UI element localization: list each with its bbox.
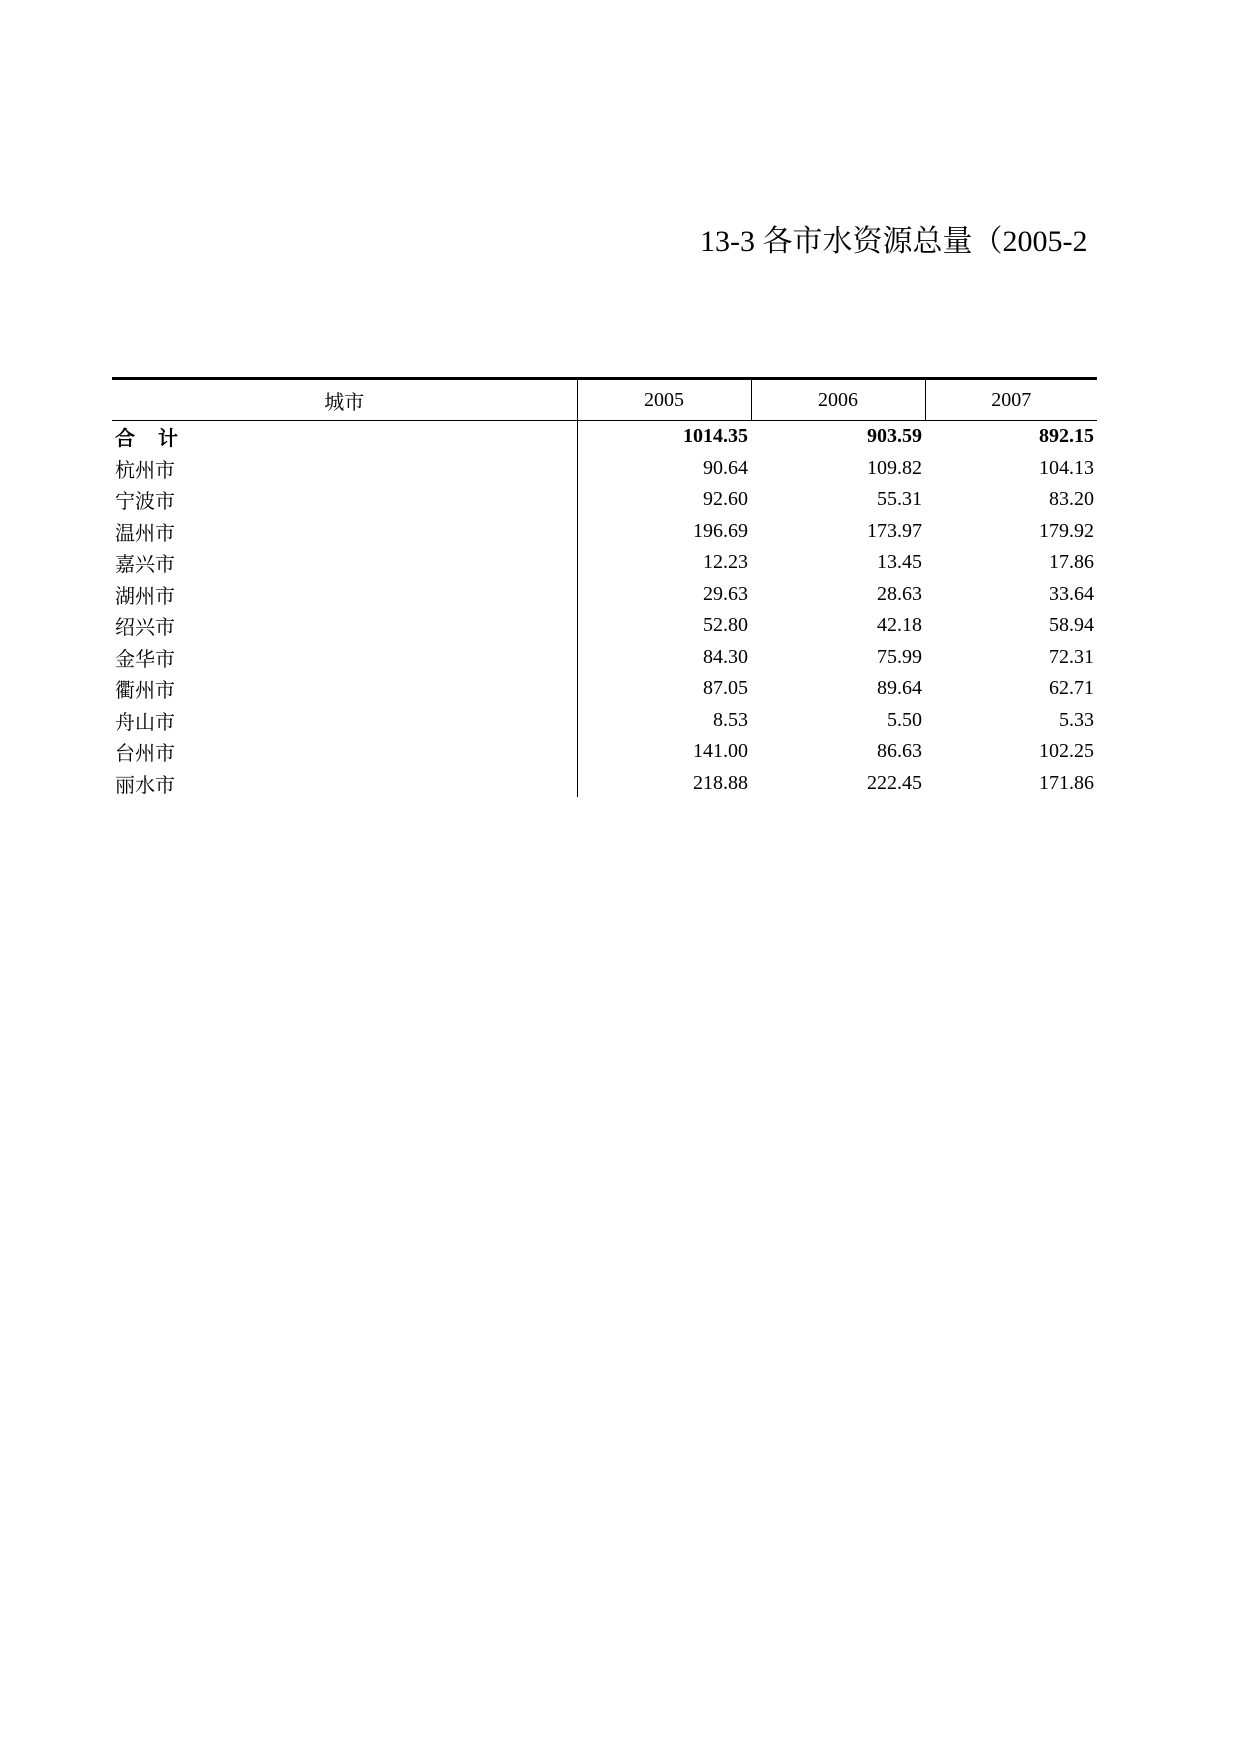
column-header-2006: 2006 <box>751 379 925 421</box>
city-name: 杭州市 <box>112 453 577 485</box>
city-name: 金华市 <box>112 642 577 674</box>
table-row <box>112 610 1097 642</box>
table-container <box>112 377 1097 797</box>
table-row <box>112 579 1097 611</box>
value-2006: 42.18 <box>877 614 922 637</box>
value-2005: 141.00 <box>693 740 748 763</box>
column-header-city: 城市 <box>112 379 577 421</box>
table-row <box>112 516 1097 548</box>
value-2005: 90.64 <box>703 456 748 479</box>
table-row <box>112 705 1097 737</box>
table-row <box>112 736 1097 768</box>
value-2007: 58.94 <box>1049 614 1094 637</box>
value-2006: 28.63 <box>877 582 922 605</box>
city-name: 衢州市 <box>112 673 577 705</box>
value-2006: 75.99 <box>877 645 922 668</box>
value-2005: 87.05 <box>703 677 748 700</box>
table-row <box>112 673 1097 705</box>
column-header-2007: 2007 <box>925 379 1097 421</box>
table-row <box>112 642 1097 674</box>
city-name: 丽水市 <box>112 768 577 798</box>
city-name: 嘉兴市 <box>112 547 577 579</box>
value-2007: 171.86 <box>925 768 1097 798</box>
value-2005: 92.60 <box>703 488 748 511</box>
value-2007: 72.31 <box>1049 645 1094 668</box>
value-2007: 104.13 <box>1039 456 1094 479</box>
value-2005: 8.53 <box>713 708 748 731</box>
value-2005: 52.80 <box>703 614 748 637</box>
value-2006: 89.64 <box>877 677 922 700</box>
value-2007: 33.64 <box>1049 582 1094 605</box>
city-name: 绍兴市 <box>112 610 577 642</box>
total-value-2007: 892.15 <box>1039 425 1094 448</box>
value-2007: 102.25 <box>1039 740 1094 763</box>
value-2006: 55.31 <box>877 488 922 511</box>
city-name: 温州市 <box>112 516 577 548</box>
value-2006: 13.45 <box>877 551 922 574</box>
total-label: 合 计 <box>112 421 577 453</box>
value-2007: 17.86 <box>1049 551 1094 574</box>
value-2006: 5.50 <box>887 708 922 731</box>
value-2005: 29.63 <box>703 582 748 605</box>
city-name: 台州市 <box>112 736 577 768</box>
value-2005: 196.69 <box>693 519 748 542</box>
value-2007: 83.20 <box>1049 488 1094 511</box>
value-2006: 222.45 <box>751 768 925 798</box>
total-row <box>112 421 1097 453</box>
city-name: 湖州市 <box>112 579 577 611</box>
page-title: 13-3 各市水资源总量（2005-2 <box>700 225 1088 258</box>
total-value-2005: 1014.35 <box>683 425 748 448</box>
table-row <box>112 484 1097 516</box>
title-clip <box>600 222 1100 272</box>
value-2006: 86.63 <box>877 740 922 763</box>
value-2005: 12.23 <box>703 551 748 574</box>
table-row <box>112 768 1097 798</box>
column-header-2005: 2005 <box>577 379 751 421</box>
table-row <box>112 547 1097 579</box>
city-name: 宁波市 <box>112 484 577 516</box>
value-2005: 218.88 <box>577 768 751 798</box>
city-name: 舟山市 <box>112 705 577 737</box>
value-2007: 5.33 <box>1059 708 1094 731</box>
value-2007: 179.92 <box>1039 519 1094 542</box>
value-2005: 84.30 <box>703 645 748 668</box>
value-2006: 173.97 <box>867 519 922 542</box>
value-2007: 62.71 <box>1049 677 1094 700</box>
header-row <box>112 379 1097 421</box>
water-resources-table <box>112 377 1097 797</box>
table-row <box>112 453 1097 485</box>
total-value-2006: 903.59 <box>867 425 922 448</box>
value-2006: 109.82 <box>867 456 922 479</box>
